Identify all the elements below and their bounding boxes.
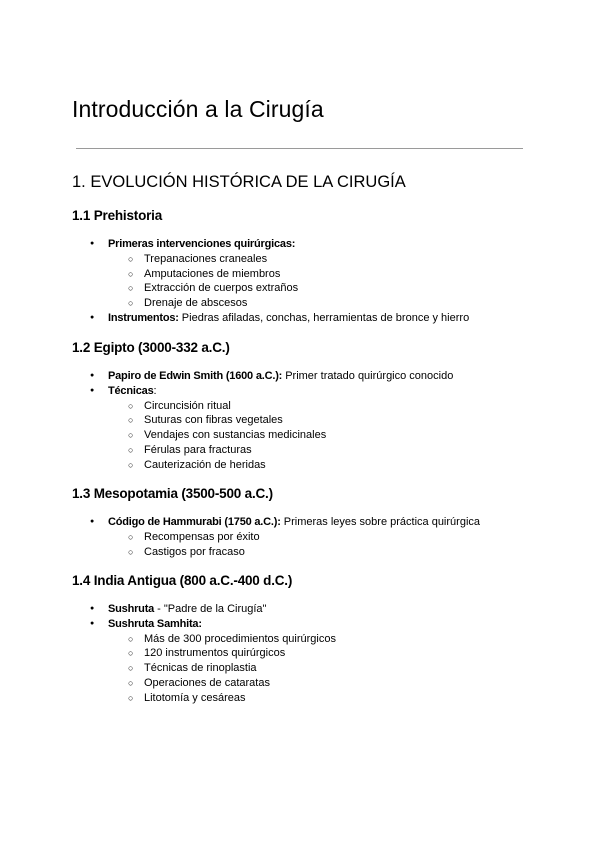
list-item (72, 617, 532, 706)
list-item (72, 384, 532, 473)
list-item (72, 311, 532, 326)
subsection-heading-egipto: 1.2 Egipto (3000-332 a.C.) (72, 340, 230, 355)
item-label: Instrumentos: (108, 311, 179, 324)
mesopotamia-list (72, 515, 532, 559)
sub-list (108, 399, 532, 473)
sub-list-item: ○ Férulas para fracturas (108, 443, 532, 458)
subsection-heading-india: 1.4 India Antigua (800 a.C.-400 d.C.) (72, 573, 293, 588)
sub-list-item: ○ Más de 300 procedimientos quirúrgicos (108, 632, 532, 647)
sub-list (108, 252, 532, 311)
item-text: Primer tratado quirúrgico conocido (282, 370, 454, 382)
list-item (72, 237, 532, 311)
egipto-list (72, 369, 532, 473)
india-list (72, 602, 532, 706)
item-text: - "Padre de la Cirugía" (154, 603, 267, 615)
list-item (72, 602, 532, 617)
sub-list-item: ○ Circuncisión ritual (108, 399, 532, 414)
section-heading: 1. EVOLUCIÓN HISTÓRICA DE LA CIRUGÍA (72, 173, 406, 191)
list-item (72, 369, 532, 384)
item-label: Sushruta Samhita: (108, 617, 202, 630)
item-label: Técnicas (108, 384, 154, 397)
item-text: Piedras afiladas, conchas, herramientas de bronce y hierro (178, 311, 470, 324)
item-text: Primeras leyes sobre práctica quirúrgica (280, 516, 481, 528)
sub-list-item: ○ Cauterización de heridas (108, 458, 532, 473)
sub-list-item: ○ Drenaje de abscesos (108, 296, 532, 311)
document-title: Introducción a la Cirugía (72, 96, 324, 122)
sub-list-item: ○ Litotomía y cesáreas (108, 691, 532, 706)
sub-list-item: ○ Vendajes con sustancias medicinales (108, 428, 532, 443)
item-text: : (153, 384, 157, 397)
sub-list-item: ○ Extracción de cuerpos extraños (108, 281, 532, 296)
sub-list (108, 632, 532, 706)
horizontal-rule (76, 148, 523, 149)
prehistoria-list (72, 237, 532, 326)
sub-list-item: ○ Operaciones de cataratas (108, 676, 532, 691)
subsection-heading-prehistoria: 1.1 Prehistoria (72, 208, 163, 223)
sub-list-item: ○ Trepanaciones craneales (108, 252, 532, 267)
sub-list-item: ○ Suturas con fibras vegetales (108, 413, 532, 428)
list-item (72, 515, 532, 559)
sub-list-item: ○ Recompensas por éxito (108, 530, 532, 545)
sub-list (108, 530, 532, 560)
item-label: Papiro de Edwin Smith (1600 a.C.): (108, 370, 283, 382)
item-label: Sushruta (108, 603, 155, 615)
sub-list-item: ○ Técnicas de rinoplastia (108, 661, 532, 676)
item-label: Código de Hammurabi (1750 a.C.): (108, 516, 281, 528)
subsection-heading-mesopotamia: 1.3 Mesopotamia (3500-500 a.C.) (72, 486, 273, 501)
sub-list-item: ○ 120 instrumentos quirúrgicos (108, 646, 532, 661)
item-label: Primeras intervenciones quirúrgicas: (108, 238, 296, 250)
sub-list-item: ○ Castigos por fracaso (108, 545, 532, 560)
sub-list-item: ○ Amputaciones de miembros (108, 267, 532, 282)
